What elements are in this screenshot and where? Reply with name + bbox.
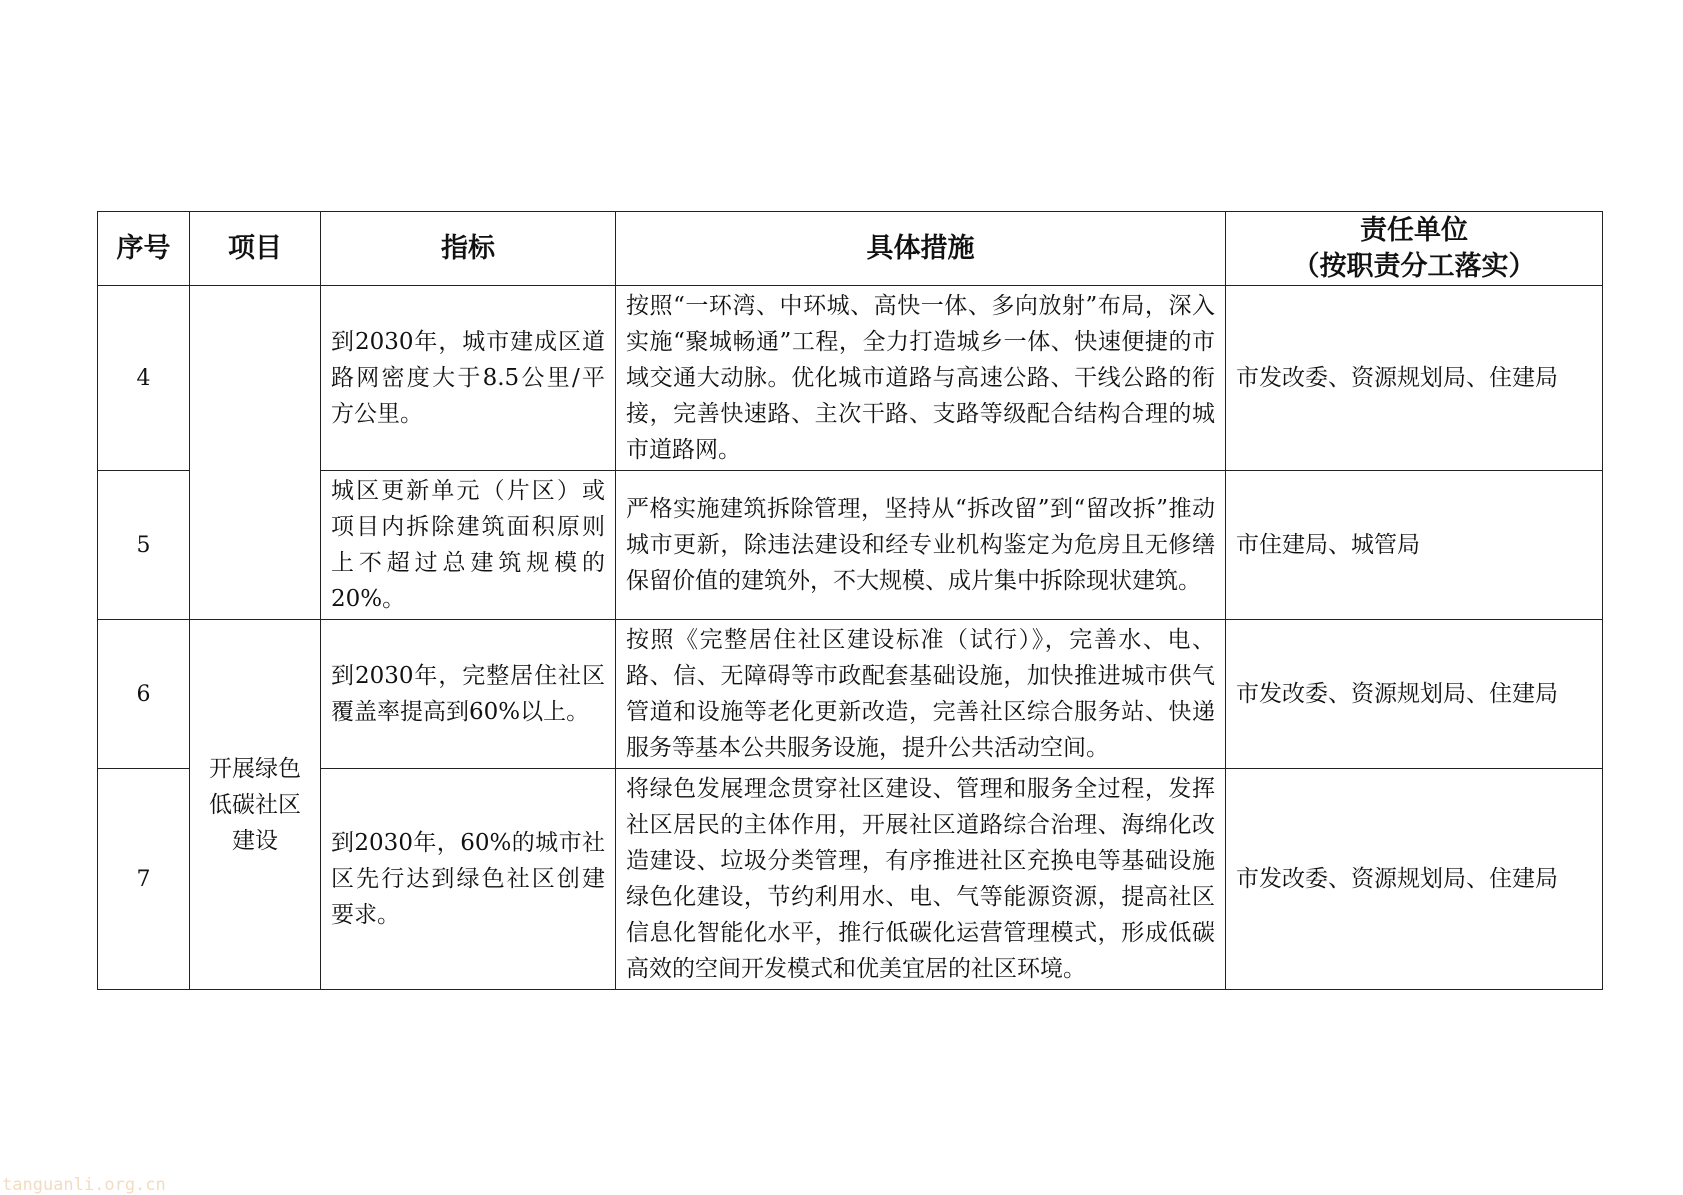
row-measures: 按照“一环湾、中环城、高快一体、多向放射”布局，深入实施“聚城畅通”工程，全力打造城乡一体、快速便捷的市域交通大动脉。优化城市道路与高速公路、干线公路的衔接，完善快速路、主次干路、支路等级配合结构合理的城市道路网。	[616, 286, 1226, 471]
header-no: 序号	[98, 212, 190, 286]
item-group-line2: 低碳社区	[209, 791, 301, 818]
row-unit: 市发改委、资源规划局、住建局	[1226, 769, 1603, 990]
row-number: 5	[98, 471, 190, 620]
table-row	[98, 620, 1603, 769]
header-indicator: 指标	[321, 212, 616, 286]
row-number: 7	[98, 769, 190, 990]
header-unit-line2: （按职责分工落实）	[1292, 250, 1536, 282]
watermark-text: tanguanli.org.cn	[2, 1175, 166, 1195]
table-row	[98, 286, 1603, 471]
row-unit: 市住建局、城管局	[1226, 471, 1603, 620]
row-unit: 市发改委、资源规划局、住建局	[1226, 286, 1603, 471]
table-row	[98, 471, 1603, 620]
item-group-line3: 建设	[232, 827, 278, 854]
header-measures: 具体措施	[616, 212, 1226, 286]
row-number: 4	[98, 286, 190, 471]
row-number: 6	[98, 620, 190, 769]
row-item-empty	[190, 286, 321, 620]
item-group-line1: 开展绿色	[209, 755, 301, 782]
row-indicator: 城区更新单元（片区）或项目内拆除建筑面积原则上不超过总建筑规模的20%。	[321, 471, 616, 620]
header-unit	[1226, 212, 1603, 286]
row-item-group	[190, 620, 321, 990]
table-row	[98, 769, 1603, 990]
header-item: 项目	[190, 212, 321, 286]
row-indicator: 到2030年，60%的城市社区先行达到绿色社区创建要求。	[321, 769, 616, 990]
row-indicator: 到2030年，完整居住社区覆盖率提高到60%以上。	[321, 620, 616, 769]
table-header-row	[98, 212, 1603, 286]
measures-table	[97, 211, 1603, 990]
row-measures: 严格实施建筑拆除管理，坚持从“拆改留”到“留改拆”推动城市更新，除违法建设和经专业机构鉴定为危房且无修缮保留价值的建筑外，不大规模、成片集中拆除现状建筑。	[616, 471, 1226, 620]
row-indicator: 到2030年，城市建成区道路网密度大于8.5公里/平方公里。	[321, 286, 616, 471]
header-unit-line1: 责任单位	[1360, 214, 1468, 246]
row-measures: 将绿色发展理念贯穿社区建设、管理和服务全过程，发挥社区居民的主体作用，开展社区道路综合治理、海绵化改造建设、垃圾分类管理，有序推进社区充换电等基础设施绿色化建设，节约利用水、电、气等能源资源，提高社区信息化智能化水平，推行低碳化运营管理模式，形成低碳高效的空间开发模式和优美宜居的社区环境。	[616, 769, 1226, 990]
row-unit: 市发改委、资源规划局、住建局	[1226, 620, 1603, 769]
row-measures: 按照《完整居住社区建设标准（试行）》，完善水、电、路、信、无障碍等市政配套基础设施，加快推进城市供气管道和设施等老化更新改造，完善社区综合服务站、快递服务等基本公共服务设施，提升公共活动空间。	[616, 620, 1226, 769]
